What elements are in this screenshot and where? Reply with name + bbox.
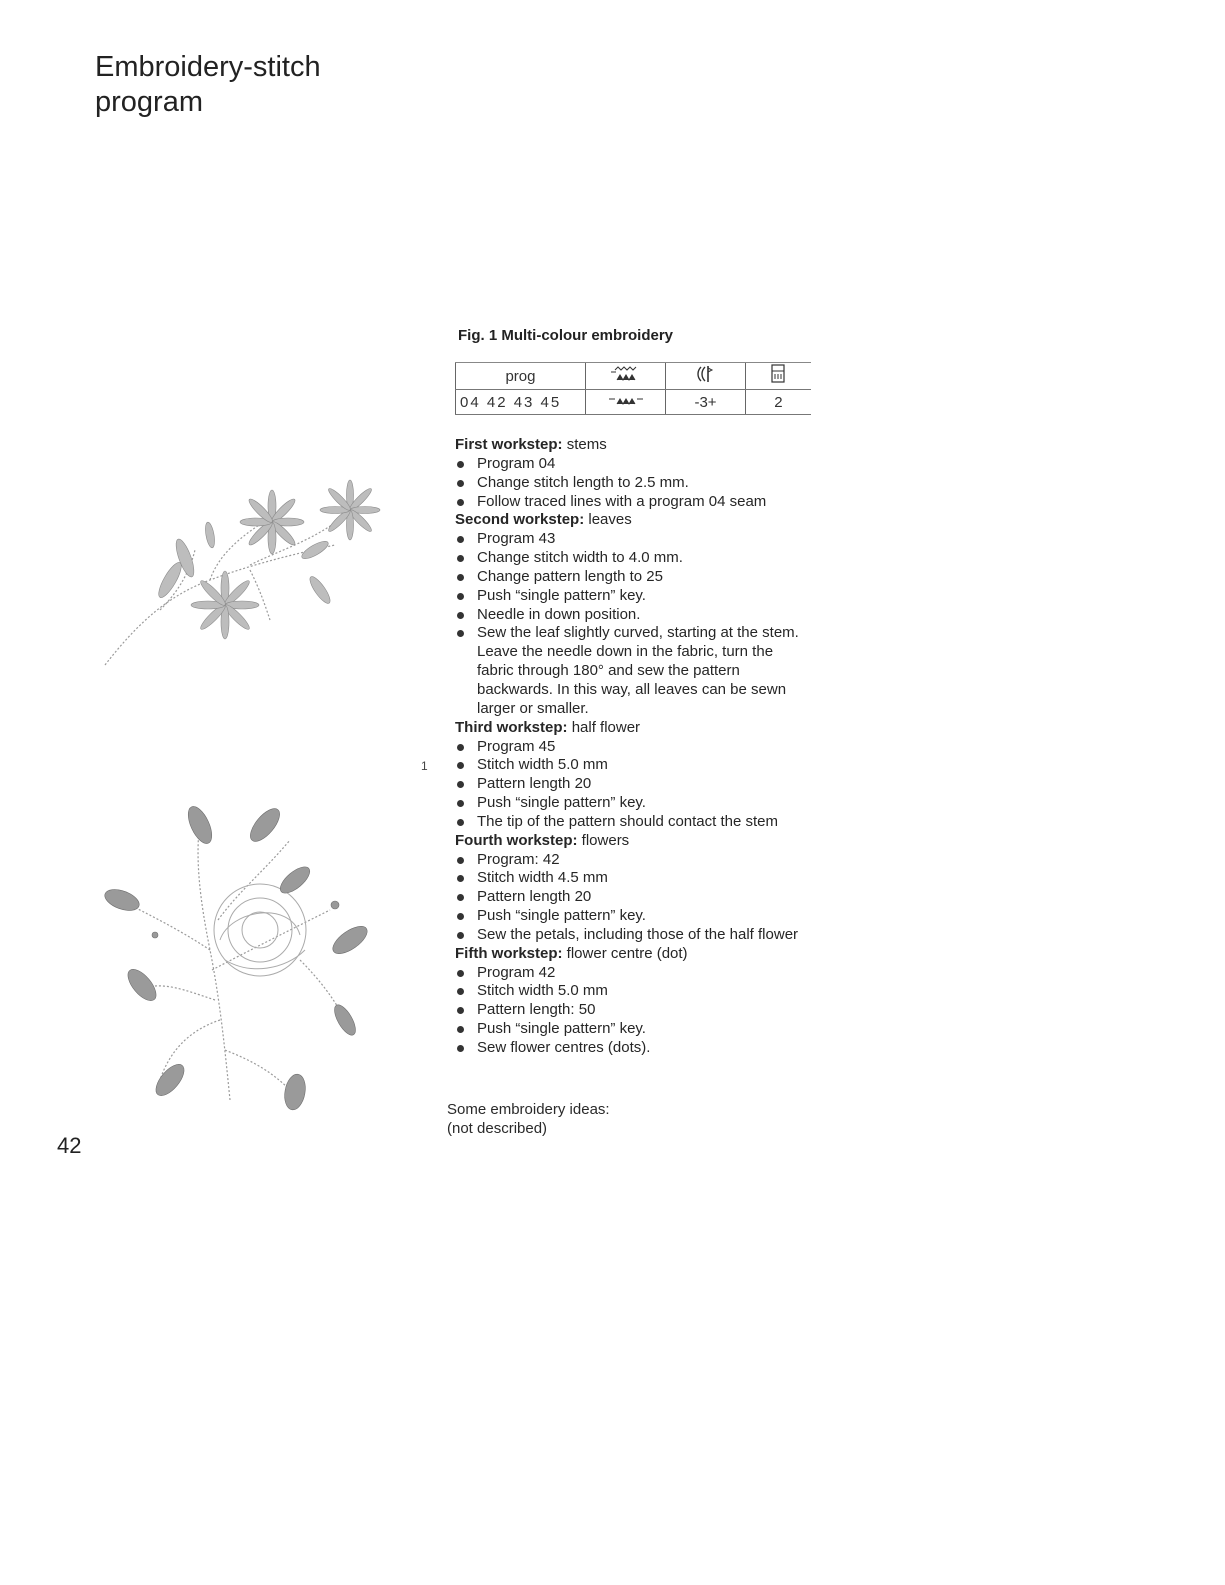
stitch-width-value-cell [585,390,665,415]
workstep-3 [455,719,810,832]
stitch-length-icon [694,364,718,384]
workstep-subject: flower centre (dot) [566,944,688,962]
stitch-length-header-cell [666,363,746,390]
ideas-line-1: Some embroidery ideas: [447,1101,610,1118]
prog-label-cell: prog [456,363,586,390]
list-item: Program: 42 [455,851,810,870]
workstep-title: Second workstep: [455,511,585,529]
stitch-width-icon [609,365,643,383]
list-item: Program 04 [455,455,810,474]
workstep-heading [455,511,810,530]
list-item: Push “single pattern” key. [455,907,810,926]
list-item: Sew the leaf slightly curved, starting at the stem. Leave the needle down in the fabric, turn the fabric through 180° and sew the pattern backwards. In this way, all leaves can be sewn larger or smaller. [455,624,810,718]
workstep-subject: leaves [588,511,632,529]
margin-marker: 1 [421,759,428,773]
workstep-title: Third workstep: [455,718,568,736]
workstep-list [455,455,810,512]
workstep-heading [455,436,810,455]
list-item: Program 42 [455,964,810,983]
workstep-4 [455,832,810,945]
stitch-pattern-icon [606,393,646,407]
workstep-1 [455,436,810,511]
workstep-subject: half flower [571,718,641,736]
settings-header-row [456,363,812,390]
prog-values-cell: 04 42 43 45 [456,390,586,415]
figure-caption: Fig. 1 Multi-colour embroidery [458,327,674,344]
list-item: Stitch width 4.5 mm [455,869,810,888]
embroidery-ideas-note [447,1100,610,1138]
list-item: Sew flower centres (dots). [455,1039,810,1058]
workstep-title: First workstep: [455,436,563,453]
workstep-heading [455,832,810,851]
list-item: The tip of the pattern should contact the stem [455,813,810,832]
list-item: Change stitch length to 2.5 mm. [455,474,810,493]
list-item: Push “single pattern” key. [455,1020,810,1039]
daisy-embroidery-illustration [100,470,400,690]
workstep-title: Fifth workstep: [455,944,563,962]
list-item: Pattern length 20 [455,775,810,794]
workstep-instructions [455,436,810,1058]
list-item: Change stitch width to 4.0 mm. [455,549,810,568]
stitch-length-value-cell: -3+ [666,390,746,415]
list-item: Follow traced lines with a program 04 seam [455,493,810,512]
list-item: Change pattern length to 25 [455,568,810,587]
list-item: Sew the petals, including those of the half flower [455,926,810,945]
list-item: Stitch width 5.0 mm [455,982,810,1001]
settings-table [455,362,811,415]
list-item: Program 43 [455,530,810,549]
list-item: Stitch width 5.0 mm [455,756,810,775]
settings-value-row [456,390,812,415]
workstep-heading [455,719,810,738]
workstep-subject: flowers [581,831,630,849]
workstep-5 [455,945,810,1058]
workstep-title: Fourth workstep: [455,831,578,849]
workstep-list [455,851,810,945]
stitch-width-header-cell [585,363,665,390]
ideas-line-2: (not described) [447,1120,548,1137]
list-item: Needle in down position. [455,606,810,625]
list-item: Program 45 [455,738,810,757]
page-title [95,50,321,120]
list-item: Push “single pattern” key. [455,794,810,813]
workstep-list [455,964,810,1058]
rose-embroidery-illustration [100,800,400,1120]
page-title-line-1: Embroidery-stitch [95,51,321,83]
list-item: Push “single pattern” key. [455,587,810,606]
workstep-heading [455,945,810,964]
presser-foot-value-cell: 2 [745,390,811,415]
page-number: 42 [57,1133,82,1158]
presser-foot-icon [769,363,787,385]
workstep-subject: stems [566,436,607,453]
presser-foot-header-cell [745,363,811,390]
page-title-line-2: program [95,86,203,118]
workstep-list [455,738,810,832]
workstep-2 [455,511,810,718]
list-item: Pattern length: 50 [455,1001,810,1020]
workstep-list [455,530,810,718]
list-item: Pattern length 20 [455,888,810,907]
